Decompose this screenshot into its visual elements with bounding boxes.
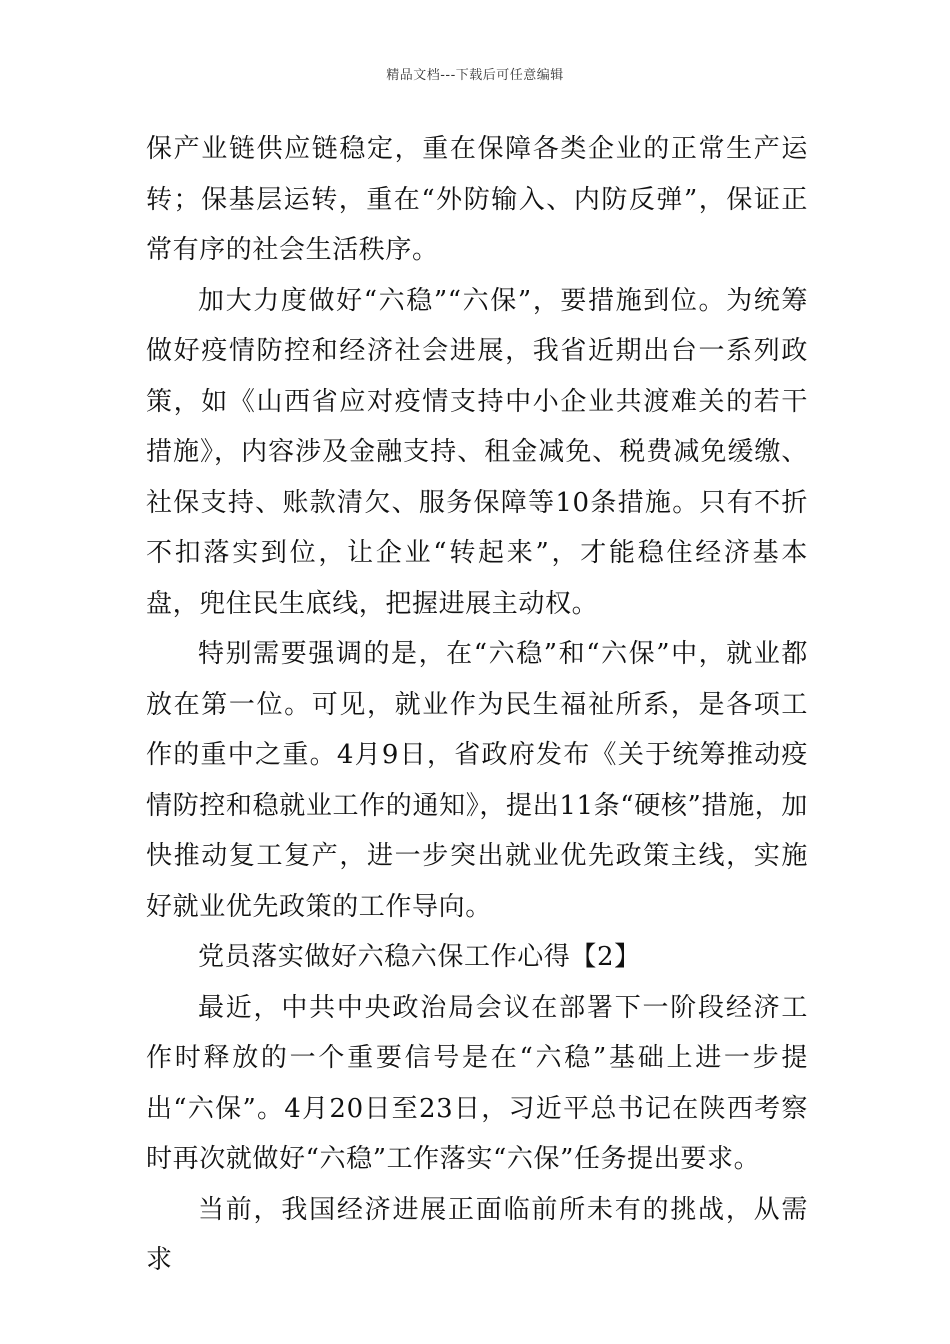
paragraph-1: 保产业链供应链稳定，重在保障各类企业的正常生产运转；保基层运转，重在“外防输入、内防反弹”，保证正常有序的社会生活秩序。: [146, 134, 808, 265]
page-header: 精品文档---下载后可任意编辑: [386, 68, 564, 83]
paragraph-5: 当前，我国经济进展正面临前所未有的挑战，从需求: [146, 1194, 808, 1275]
paragraph-2: 加大力度做好“六稳”“六保”，要措施到位。为统筹做好疫情防控和经济社会进展，我省近期出台一系列政策，如《山西省应对疫情支持中小企业共渡难关的若干措施》，内容涉及金融支持、租金减免、税费减免缓缴、社保支持、账款清欠、服务保障等10条措施。只有不折不扣落实到位，让企业“转起来”，才能稳住经济基本盘，兜住民生底线，把握进展主动权。: [146, 285, 808, 619]
paragraph-4: 最近，中共中央政治局会议在部署下一阶段经济工作时释放的一个重要信号是在“六稳”基础上进一步提出“六保”。4月20日至23日，习近平总书记在陕西考察时再次就做好“六稳”工作落实“六保”任务提出要求。: [146, 992, 808, 1174]
document-body: [146, 124, 808, 1286]
section-heading: 党员落实做好六稳六保工作心得【2】: [198, 942, 641, 972]
paragraph-3: 特别需要强调的是，在“六稳”和“六保”中，就业都放在第一位。可见，就业作为民生福祉所系，是各项工作的重中之重。4月9日，省政府发布《关于统筹推动疫情防控和稳就业工作的通知》，提出11条“硬核”措施，加快推动复工复产，进一步突出就业优先政策主线，实施好就业优先政策的工作导向。: [146, 639, 808, 922]
